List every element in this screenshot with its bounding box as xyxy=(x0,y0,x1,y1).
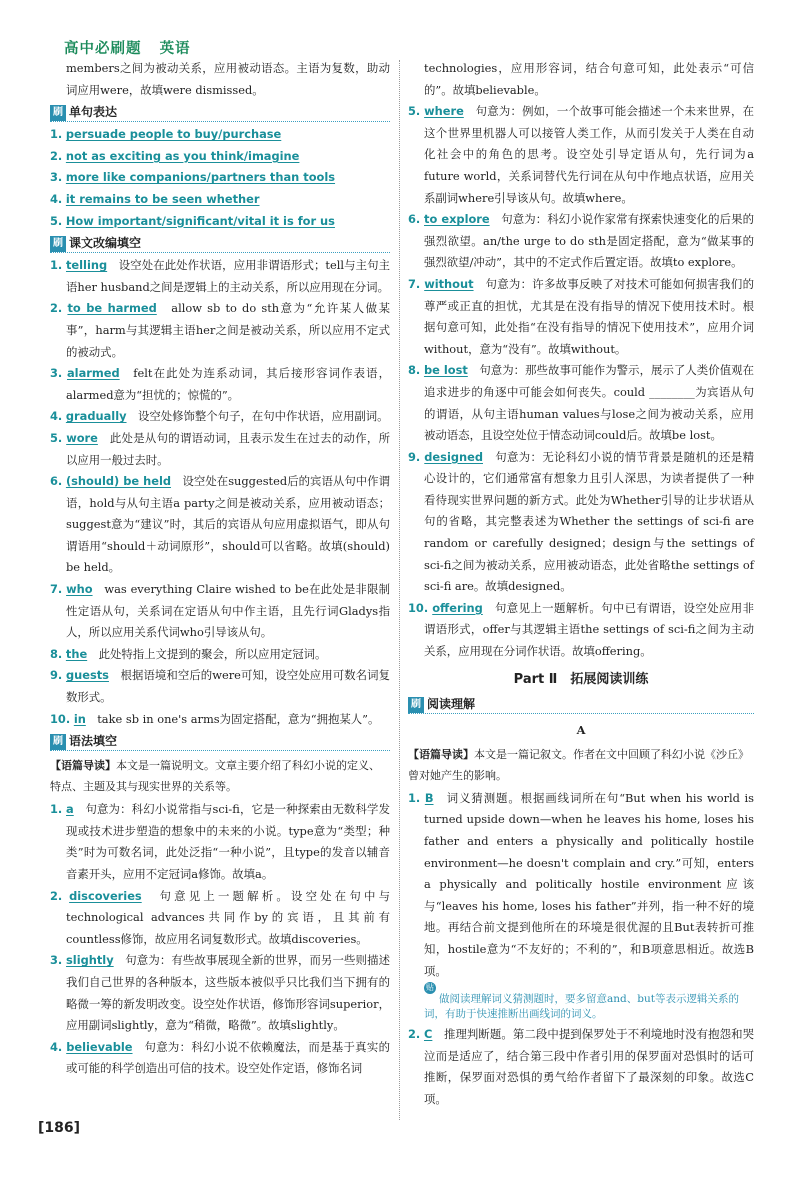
answer-text: more like companions/partners than tools xyxy=(65,170,336,185)
item-number: 2. xyxy=(50,301,63,316)
explanation: 句意为：无论科幻小说的情节背景是随机的还是精心设计的，它们通常富有想象力且引人深思，为读者提供了一种看待现实世界问题的新方式。此处为Whether引导的让步状语从句的省略，其完整表述为Whether the settings of sci-fi are random or carefully designed；design与the settings of sci-fi之间为被动关系，应用被动语态，此处省略the settings of sci-fi are。故填designed。 xyxy=(424,449,754,594)
item-number: 10. xyxy=(408,600,429,615)
answer-item xyxy=(408,447,754,598)
section-tag: 刷 xyxy=(50,734,66,750)
item-number: 2. xyxy=(50,148,63,163)
answer-text: guests xyxy=(65,668,109,683)
answer-item xyxy=(50,579,390,644)
section-divider xyxy=(408,713,754,714)
explanation: 句意为：科幻小说不依赖魔法，而是基于真实的或可能的科学创造出可信的技术。设空处作定语，修饰名词 xyxy=(66,1039,390,1076)
item-number: 6. xyxy=(50,474,63,489)
explanation: allow sb to do sth意为“允许某人做某事”，harm与其逻辑主语her之间是被动关系，所以应用不定式的被动式。 xyxy=(66,301,390,359)
explanation: 此处是从句的谓语动词，且表示发生在过去的动作，所以应用一般过去时。 xyxy=(66,430,390,467)
answer-item xyxy=(408,209,754,274)
item-number: 3. xyxy=(50,366,63,381)
explanation: 设空处在suggested后的宾语从句中作谓语，hold与从句主语a party之间是被动关系，应用被动语态；suggest意为“建议”时，其后的宾语从句应用虚拟语气，即从句谓语用“should＋动词原形”，should可以省略。故填(should) be held。 xyxy=(66,474,390,575)
item-number: 8. xyxy=(408,363,421,378)
answer-item xyxy=(50,298,390,363)
answer-item xyxy=(50,146,390,168)
answer-text: B xyxy=(424,790,434,805)
explanation: 词义猜测题。根据画线词所在句“But when his world is turned upside down—when he leaves his home, loses his father and enters a physically and politically hostile environment—he doesn't complain and cry.”可知，enters a physically and politically hostile environment应该与“leaves his home, loses his father”并列，指一种不好的境地。再结合前文提到他所在的环境是很优渥的且But表转折可推知，hostile意为“不友好的；不利的”，和B项意思相近。故选B项。 xyxy=(424,790,754,978)
item-number: 2. xyxy=(50,888,63,903)
answer-text: in xyxy=(73,711,86,726)
answer-text: be lost xyxy=(423,363,468,378)
answer-text: wore xyxy=(66,430,98,445)
answer-item xyxy=(50,665,390,708)
guide-text: 本文是一篇说明文。文章主要介绍了科幻小说的定义、特点、主题及其与现实世界的关系等。 xyxy=(50,759,380,794)
answer-item xyxy=(50,211,390,233)
section-header xyxy=(50,102,390,124)
tip-icon: 贴士 xyxy=(426,983,434,1005)
item-number: 5. xyxy=(50,213,63,228)
item-number: 9. xyxy=(50,668,63,683)
section-divider xyxy=(50,121,390,122)
answer-text: slightly xyxy=(66,953,114,968)
answer-item xyxy=(50,428,390,471)
answer-text: persuade people to buy/purchase xyxy=(65,127,282,142)
answer-item xyxy=(408,1024,754,1110)
book-title: 高中必刷题 xyxy=(64,41,142,57)
explanation: was everything Claire wished to be在此处是非限制性定语从句，关系词在定语从句中作主语，且先行词Gladys指人，所以应用关系代词who引导该从句。 xyxy=(66,582,390,640)
explanation: 句意为：许多故事反映了对技术可能如何损害我们的尊严或正直的担忧，尤其是在没有指导的情况下使用技术时。根据句意可知，此处指“在没有指导的情况下使用技术”，应用介词without，意为“没有”。故填without。 xyxy=(424,276,754,356)
answer-text: a xyxy=(66,802,74,817)
answer-text: How important/significant/vital it is for us xyxy=(65,213,335,228)
section-title: 阅读理解 xyxy=(427,697,476,712)
tip-text: 做阅读理解词义猜测题时，要多留意and、but等表示逻辑关系的词，有助于快速推断出画线词的词义。 xyxy=(424,993,739,1021)
answer-text: telling xyxy=(65,258,108,273)
passage-guide xyxy=(408,744,754,786)
answer-text: gradually xyxy=(65,409,127,424)
explanation: 句意见上一题解析。句中已有谓语，设空处应用非谓语形式，offer与其逻辑主语the settings of sci-fi之间为主动关系，应用现在分词作状语。故填offering。 xyxy=(424,600,754,659)
answer-item xyxy=(50,167,390,189)
item-number: 4. xyxy=(50,191,63,206)
answer-item xyxy=(50,189,390,211)
answer-item xyxy=(408,598,754,663)
item-number: 2. xyxy=(408,1027,421,1042)
answer-item xyxy=(50,363,390,406)
answer-text: discoveries xyxy=(69,888,142,903)
answer-item xyxy=(408,101,754,209)
section-title: 单句表达 xyxy=(69,105,118,120)
column-divider xyxy=(399,60,400,1120)
explanation: 此处特指上文提到的聚会，所以应用定冠词。 xyxy=(98,646,327,661)
section-header xyxy=(408,694,754,716)
answer-item xyxy=(50,950,390,1036)
continued-text: technologies，应用形容词，结合句意可知，此处表示“可信的”。故填believable。 xyxy=(424,61,754,97)
explanation: felt在此处为连系动词，其后接形容词作表语，alarmed意为“担忧的；惊慌的”。 xyxy=(66,366,390,402)
item-number: 1. xyxy=(50,258,63,273)
passage-guide xyxy=(50,755,390,797)
item-number: 9. xyxy=(408,449,421,464)
answer-text: believable xyxy=(66,1039,133,1054)
explanation: 句意见上一题解析。设空处在句中与technological advances共同作by的宾语，且其前有countless修饰，故应用名词复数形式。故填discoveries。 xyxy=(66,888,390,946)
section-header xyxy=(50,731,390,753)
section-tag: 刷 xyxy=(50,105,66,121)
answer-item xyxy=(50,471,390,579)
answer-text: C xyxy=(423,1027,433,1042)
answer-text: it remains to be seen whether xyxy=(65,191,260,206)
item-number: 1. xyxy=(50,127,63,142)
answer-text: alarmed xyxy=(67,366,120,381)
part-title: Part Ⅱ 拓展阅读训练 xyxy=(513,671,649,687)
answer-text: who xyxy=(66,582,93,597)
item-number: 6. xyxy=(408,212,421,227)
section-title: 语法填空 xyxy=(69,734,118,749)
section-header xyxy=(50,233,390,255)
answer-item xyxy=(408,274,754,360)
explanation: 句意为：有些故事展现全新的世界，而另一些则描述我们自己世界的各种版本，这些版本被似乎只比我们当下拥有的略微一筹的新发明改变。设空处作状语，修饰形容词superior，应用副词slightly，意为“稍微，略微”。故填slightly。 xyxy=(66,953,390,1033)
explanation: 设空处修饰整个句子，在句中作状语，应用副词。 xyxy=(137,409,389,424)
left-column xyxy=(50,58,390,1080)
guide-label: 【语篇导读】 xyxy=(408,747,474,761)
page-number: [186] xyxy=(38,1120,81,1136)
right-column xyxy=(408,58,754,1111)
answer-item xyxy=(50,644,390,666)
subject-title: 英语 xyxy=(159,41,191,57)
item-number: 5. xyxy=(408,104,421,119)
item-number: 5. xyxy=(50,430,63,445)
answer-text: to explore xyxy=(424,212,490,227)
section-divider xyxy=(50,750,390,751)
section-title: 课文改编填空 xyxy=(69,236,142,251)
guide-label: 【语篇导读】 xyxy=(50,759,116,773)
item-number: 3. xyxy=(50,953,63,968)
explanation: take sb in one's arms为固定搭配，意为“拥抱某人”。 xyxy=(97,711,380,726)
answer-item xyxy=(50,799,390,885)
section-tag: 刷 xyxy=(408,697,424,713)
item-number: 8. xyxy=(50,646,63,661)
answer-item xyxy=(50,255,390,298)
answer-text: designed xyxy=(424,449,483,464)
explanation: 推理判断题。第二段中提到保罗处于不利境地时没有抱怨和哭泣而是适应了，结合第三段中作者引用的保罗面对恐惧时的话可推断，保罗面对恐惧的勇气给作者留下了最深刻的印象。故选C项。 xyxy=(424,1027,754,1106)
item-number: 7. xyxy=(50,582,63,597)
explanation: 句意为：科幻小说常指与sci-fi，它是一种探索由无数科学发现或技术进步塑造的想象中的未来的小说。type意为“类型；种类”时为可数名词，此处泛指“一种小说”，且type的发音以辅音音素开头，应用不定冠词a修饰。故填a。 xyxy=(66,802,390,881)
answer-text: to be harmed xyxy=(67,301,157,316)
item-number: 1. xyxy=(408,790,421,805)
item-number: 4. xyxy=(50,1039,63,1054)
page-header xyxy=(64,37,203,58)
answer-text: without xyxy=(424,276,474,291)
item-number: 10. xyxy=(50,711,71,726)
answer-item xyxy=(408,788,754,982)
explanation: 句意为：例如，一个故事可能会描述一个未来世界，在这个世界里机器人可以接管人类工作，从而引发关于人类在自动化社会中的角色的思考。设空处引导定语从句，先行词为a future world，关系词替代先行词在从句中作地点状语，应用关系副词where引导该从句。故填where。 xyxy=(424,104,754,205)
answer-item xyxy=(50,886,390,951)
explanation: 句意为：科幻小说作家常有探索快速变化的后果的强烈欲望。an/the urge to do sth是固定搭配，意为“做某事的强烈欲望/冲动”，其中的不定式作后置定语。故填to explore。 xyxy=(424,212,754,270)
answer-item xyxy=(50,124,390,146)
section-divider xyxy=(50,252,390,253)
answer-text: offering xyxy=(432,600,483,615)
guide-text: 本文是一篇记叙文。作者在文中回顾了科幻小说《沙丘》曾对她产生的影响。 xyxy=(408,747,749,782)
continued-text: members之间为被动关系，应用被动语态。主语为复数，助动词应用were，故填were dismissed。 xyxy=(66,61,390,97)
explanation: 根据语境和空后的were可知，设空处应用可数名词复数形式。 xyxy=(66,668,390,705)
explanation: 句意为：那些故事可能作为警示，展示了人类价值观在追求进步的角逐中可能会如何丧失。could ________为宾语从句的谓语，从句主语human values与lose之间为被动关系，应用被动语态，且设空处位于情态动词could后。故填be lost。 xyxy=(424,363,754,443)
answer-item xyxy=(50,1037,390,1080)
answer-text: the xyxy=(65,646,88,661)
item-number: 4. xyxy=(50,409,63,424)
answer-text: not as exciting as you think/imagine xyxy=(65,148,300,163)
explanation: 设空处在此处作状语，应用非谓语形式；tell与主句主语her husband之间是逻辑上的主动关系，所以应用现在分词。 xyxy=(66,258,390,294)
tip-note xyxy=(408,982,754,1022)
answer-text: (should) be held xyxy=(65,474,172,489)
item-number: 7. xyxy=(408,276,421,291)
section-tag: 刷 xyxy=(50,236,66,252)
passage-label: A xyxy=(576,723,586,738)
item-number: 1. xyxy=(50,802,63,817)
answer-item xyxy=(50,406,390,428)
item-number: 3. xyxy=(50,170,63,185)
answer-text: where xyxy=(424,104,464,119)
answer-item xyxy=(408,360,754,446)
answer-item xyxy=(50,709,390,731)
